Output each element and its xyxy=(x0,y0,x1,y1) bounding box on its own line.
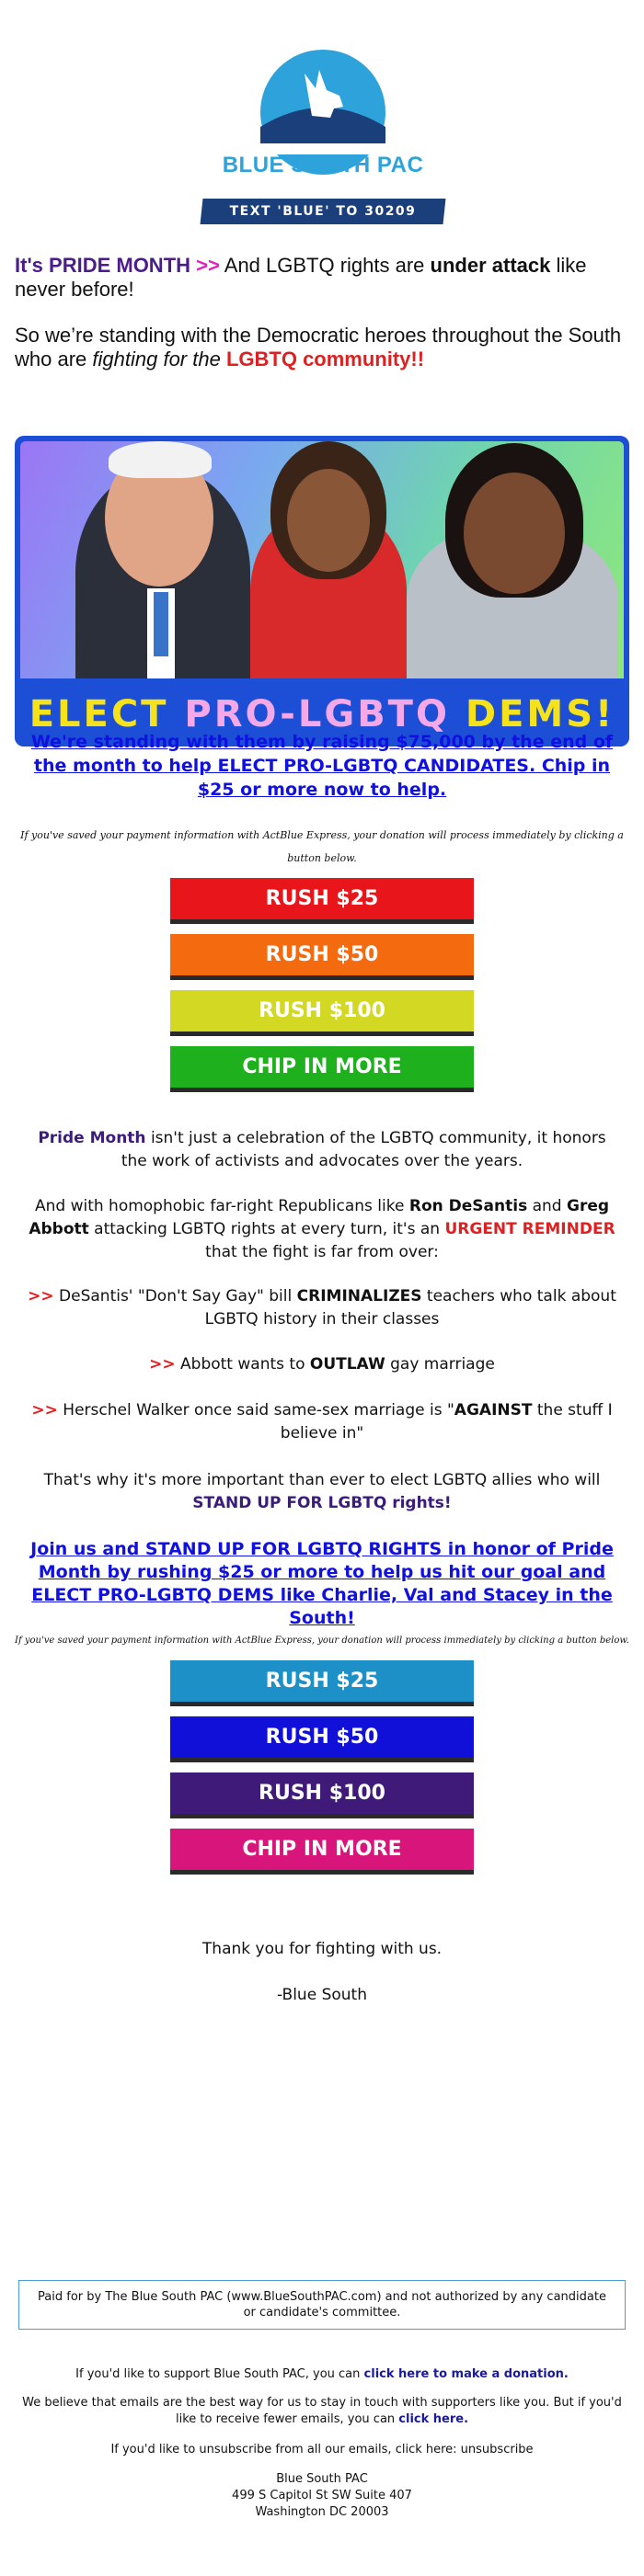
donation-link[interactable]: click here to make a donation. xyxy=(363,2367,569,2381)
candidates-banner[interactable] xyxy=(15,436,629,747)
banner-word-elect: ELECT xyxy=(29,693,169,735)
republicans-paragraph xyxy=(28,1195,616,1264)
arrow-glyph: >> xyxy=(196,254,220,277)
signoff-text: -Blue South xyxy=(277,1986,367,2004)
paragraph-text: isn't just a celebration of the LGBTQ community, it honors the work of activists and advocates over the years. xyxy=(121,1129,606,1170)
bullet-text: DeSantis' "Don't Say Gay" bill xyxy=(59,1287,293,1305)
fewer-emails-link[interactable]: click here. xyxy=(398,2412,469,2426)
bullet-text: Abbott wants to xyxy=(180,1355,305,1373)
paragraph-text: that the fight is far from over: xyxy=(205,1243,439,1261)
address-name: Blue South PAC xyxy=(276,2472,368,2486)
fewer-emails-line xyxy=(18,2395,626,2428)
donate-link-2[interactable]: Join us and STAND UP FOR LGBTQ RIGHTS in honor of Pride Month by rushing $25 or more to help us hit our goal and ELECT PRO-LGBTQ DEMS like Charlie, Val and Stacey in the South! xyxy=(30,1539,614,1628)
bullet-abbott xyxy=(28,1353,616,1376)
address-city: Washington DC 20003 xyxy=(255,2505,389,2519)
candidate-face-center xyxy=(287,469,370,572)
intro-text: like never before! xyxy=(15,254,587,301)
bullet-text: teachers who talk about LGBTQ history in their classes xyxy=(204,1287,616,1328)
lgbtq-community-text: LGBTQ community!! xyxy=(225,348,425,370)
unsubscribe-line[interactable]: If you'd like to unsubscribe from all our emails, click here: unsubscribe xyxy=(110,2443,534,2456)
abbott-name: Greg Abbott xyxy=(29,1197,610,1238)
desantis-name: Ron DeSantis xyxy=(408,1197,528,1215)
intro-line-1 xyxy=(15,254,629,302)
rush-50-button[interactable]: RUSH $50 xyxy=(170,1716,474,1762)
arrow-glyph: >> xyxy=(31,1401,58,1419)
bullet-text: Herschel Walker once said same-sex marriage is " xyxy=(63,1401,454,1419)
rush-50-button[interactable]: RUSH $50 xyxy=(170,934,474,980)
intro-line-2 xyxy=(15,324,629,371)
paragraph-text: And with homophobic far-right Republicans like xyxy=(34,1197,405,1215)
address-street: 499 S Capitol St SW Suite 407 xyxy=(232,2489,412,2502)
banner-word-dems: DEMS! xyxy=(465,693,615,735)
pride-month-paragraph xyxy=(28,1127,616,1173)
stand-up-text: STAND UP FOR LGBTQ rights! xyxy=(192,1494,452,1512)
intro-text: So we’re standing with the Democratic heroes throughout the South who are xyxy=(15,324,622,370)
paid-for-disclaimer: Paid for by The Blue South PAC (www.BlueSouthPAC.com) and not authorized by any candidate or candidate's committee. xyxy=(18,2280,626,2330)
paragraph-text: That's why it's more important than ever to elect LGBTQ allies who will xyxy=(43,1471,601,1489)
thank-you-text: Thank you for fighting with us. xyxy=(201,1940,443,1958)
pride-month-label: It's PRIDE MONTH xyxy=(15,254,191,277)
footer-text: If you'd like to support Blue South PAC, you can xyxy=(75,2367,361,2381)
pride-month-label: Pride Month xyxy=(38,1129,146,1147)
rush-25-button[interactable]: RUSH $25 xyxy=(170,878,474,924)
arrow-glyph: >> xyxy=(149,1355,176,1373)
bullet-text: the stuff I believe in" xyxy=(280,1401,613,1442)
under-attack-text: under attack xyxy=(430,254,551,277)
footer-text: We believe that emails are the best way for us to stay in touch with supporters like you. But if you'd like to receive fewer emails, you can xyxy=(22,2396,622,2426)
allies-paragraph xyxy=(28,1469,616,1515)
chip-in-more-button[interactable]: CHIP IN MORE xyxy=(170,1046,474,1092)
candidate-tie-left xyxy=(154,592,168,656)
donate-link-1[interactable]: We're standing with them by raising $75,000 by the end of the month to help ELECT PRO-LGBTQ CANDIDATES. Chip in $25 or more now to help. xyxy=(30,732,614,800)
logo-text-line: TEXT 'BLUE' TO 30209 xyxy=(229,204,417,219)
bullet-text: gay marriage xyxy=(390,1355,495,1373)
logo-wordmark: BLUE SOUTH PAC xyxy=(222,153,424,177)
rush-100-button[interactable]: RUSH $100 xyxy=(170,990,474,1036)
bullet-desantis xyxy=(28,1285,616,1331)
rush-25-button[interactable]: RUSH $25 xyxy=(170,1660,474,1706)
intro-italic-text: fighting for the xyxy=(92,348,221,370)
criminalizes-text: CRIMINALIZES xyxy=(296,1287,422,1305)
paragraph-text: attacking LGBTQ rights at every turn, it's an xyxy=(94,1220,441,1238)
urgent-reminder-text: URGENT REMINDER xyxy=(444,1220,615,1238)
banner-photo xyxy=(20,441,624,678)
rush-100-button[interactable]: RUSH $100 xyxy=(170,1772,474,1818)
against-text: AGAINST xyxy=(454,1401,533,1419)
outlaw-text: OUTLAW xyxy=(309,1355,385,1373)
chip-in-more-button[interactable]: CHIP IN MORE xyxy=(170,1829,474,1875)
blue-south-pac-logo xyxy=(196,42,450,232)
support-line xyxy=(18,2366,626,2383)
banner-word-pro-lgbtq: PRO-LGBTQ xyxy=(184,693,450,735)
candidate-face-right xyxy=(464,473,565,594)
paragraph-text: and xyxy=(532,1197,562,1215)
candidate-hair-left xyxy=(109,441,212,478)
bullet-walker xyxy=(28,1399,616,1445)
actblue-note-1: If you've saved your payment information with ActBlue Express, your donation will process immediately by clicking a button below. xyxy=(20,829,624,864)
intro-text: And LGBTQ rights are xyxy=(224,254,425,277)
actblue-note-2: If you've saved your payment information with ActBlue Express, your donation will process immediately by clicking a button below. xyxy=(15,1636,629,1646)
arrow-glyph: >> xyxy=(28,1287,54,1305)
